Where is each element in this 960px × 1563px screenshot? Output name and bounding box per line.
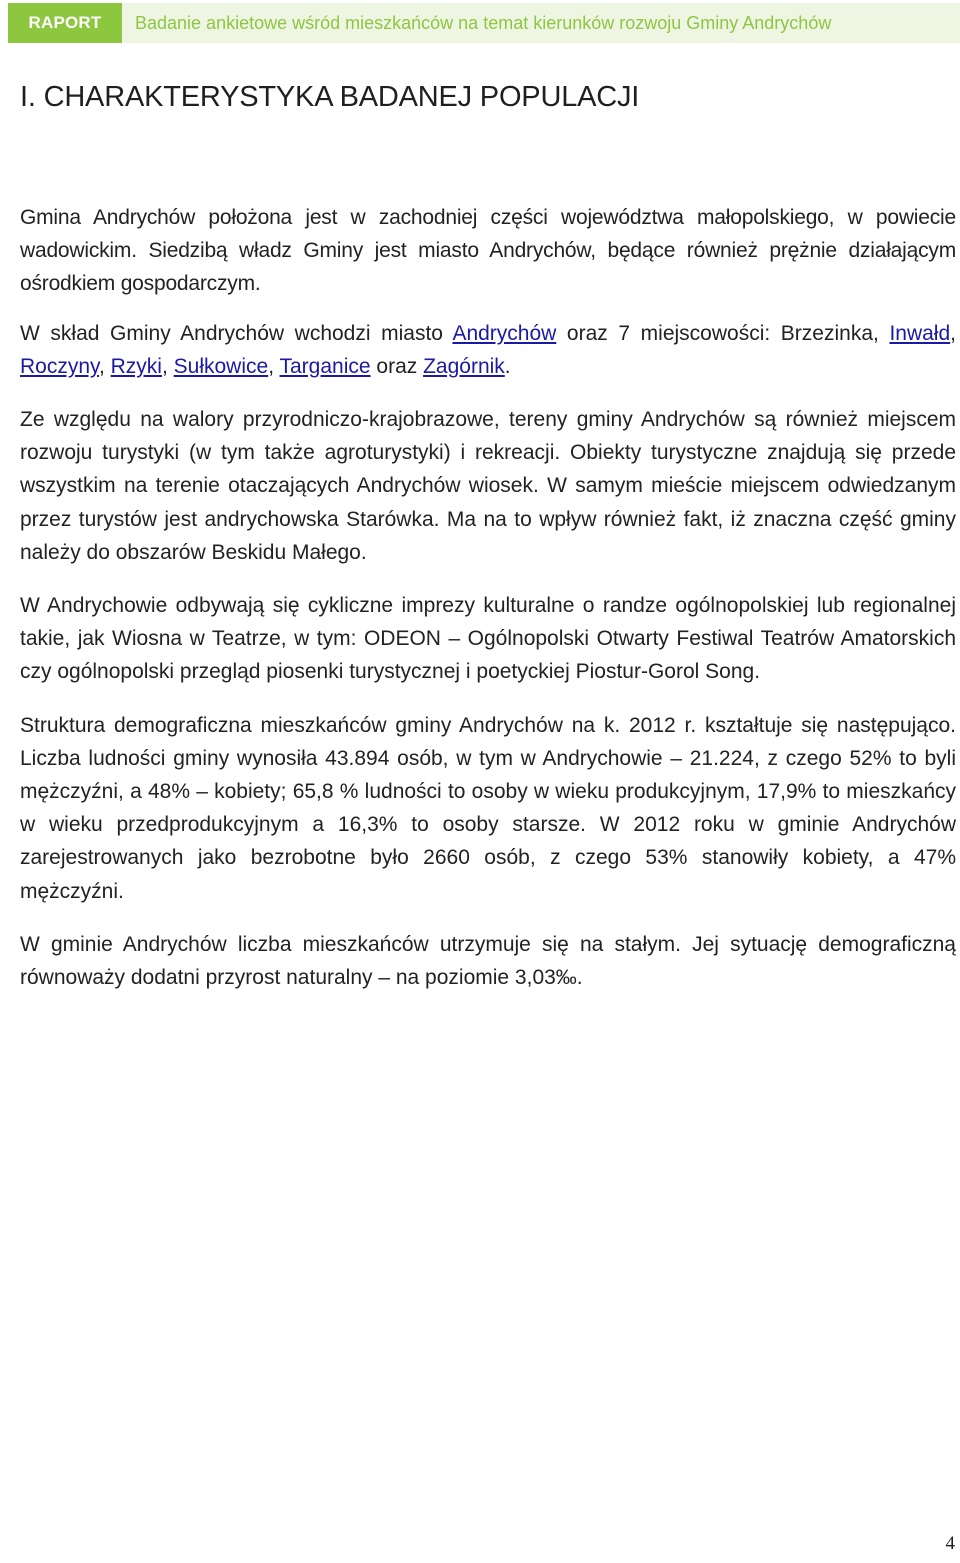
report-header (8, 3, 960, 43)
paragraph-villages (20, 317, 956, 383)
paragraph-villages-text: oraz (370, 354, 424, 378)
link-targanice[interactable]: Targanice (279, 354, 371, 378)
link-roczyny[interactable]: Roczyny (20, 354, 99, 378)
header-band (122, 3, 960, 43)
page-number: 4 (945, 1533, 955, 1554)
paragraph-location: Gmina Andrychów położona jest w zachodniej części województwa małopolskiego, w powiecie wadowickim. Siedzibą władz Gminy jest miasto Andrychów, będące również prężnie działającym ośrodkiem gospodarczym. (20, 206, 956, 296)
separator: , (950, 321, 956, 345)
paragraph-villages-text: . (504, 354, 511, 378)
separator: , (98, 354, 111, 378)
link-sulkowice[interactable]: Sułkowice (173, 354, 269, 378)
paragraph-tourism: Ze względu na walory przyrodniczo-krajobrazowe, tereny gminy Andrychów są również miejscem rozwoju turystyki (w tym także agroturystyki) i rekreacji. Obiekty turystyczne znajdują się przede wszystkim na terenie otaczających Andrychów wiosek. W samym mieście miejscem odwiedzanym przez turystów jest andrychowska Starówka. Ma na to wpływ również fakt, iż znaczna część gminy należy do obszarów Beskidu Małego. (20, 408, 956, 564)
link-andrychow[interactable]: Andrychów (452, 321, 557, 345)
paragraph-population: W gminie Andrychów liczba mieszkańców utrzymuje się na stałym. Jej sytuację demograficzną równoważy dodatni przyrost naturalny – na poziomie 3,03‰. (20, 932, 956, 990)
paragraph-villages-text: oraz 7 miejscowości: Brzezinka, (556, 321, 890, 345)
paragraph-demographics: Struktura demograficzna mieszkańców gminy Andrychów na k. 2012 r. kształtuje się następująco. Liczba ludności gminy wynosiła 43.894 osób, w tym w Andrychowie – 21.224, z czego 52% to byli mężczyźni, a 48% – kobiety; 65,8 % ludności to osoby w wieku produkcyjnym, 17,9% to mieszkańcy w wieku przedprodukcyjnym a 16,3% to osoby starsze. W 2012 roku w gminie Andrychów zarejestrowanych jako bezrobotne było 2660 osób, z czego 53% stanowiły kobiety, a 47% mężczyźni. (20, 713, 956, 903)
paragraph-culture: W Andrychowie odbywają się cykliczne imprezy kulturalne o randze ogólnopolskiej lub regionalnej takie, jak Wiosna w Teatrze, w tym: ODEON – Ogólnopolski Otwarty Festiwal Teatrów Amatorskich czy ogólnopolski przegląd piosenki turystycznej i poetyckiej Piostur-Gorol Song. (20, 594, 956, 684)
section-heading: I. CHARAKTERYSTYKA BADANEJ POPULACJI (20, 81, 640, 113)
link-zagornik[interactable]: Zagórnik (423, 354, 505, 378)
header-title: Badanie ankietowe wśród mieszkańców na temat kierunków rozwoju Gminy Andrychów (135, 13, 832, 33)
separator: , (161, 354, 174, 378)
separator: , (268, 354, 280, 378)
paragraph-villages-text: W skład Gminy Andrychów wchodzi miasto (20, 321, 453, 345)
document-body (20, 201, 956, 1014)
report-badge: RAPORT (8, 3, 122, 43)
link-rzyki[interactable]: Rzyki (110, 354, 162, 378)
link-inwald[interactable]: Inwałd (889, 321, 951, 345)
